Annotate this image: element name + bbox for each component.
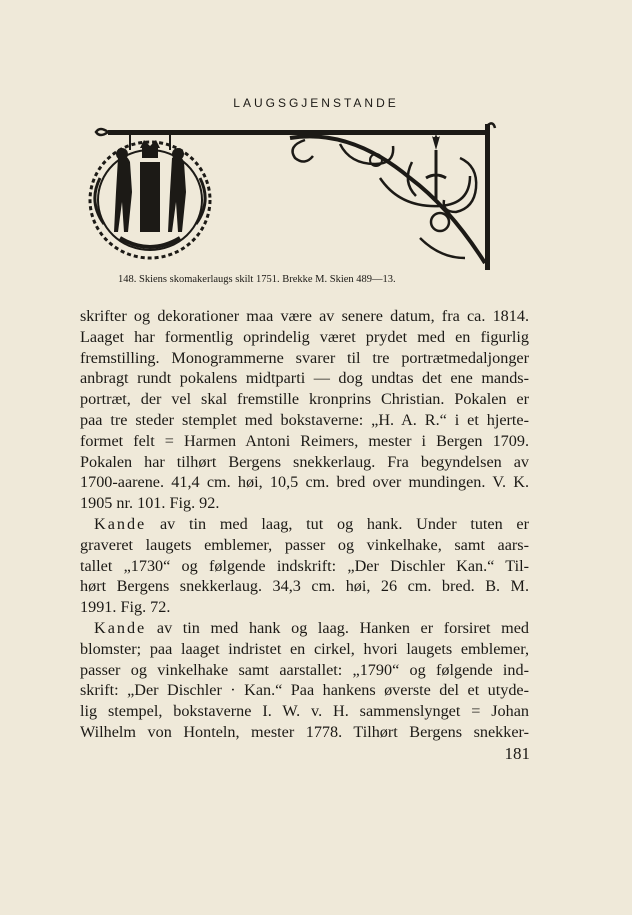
text-line: blomster; paa laaget indristet en cirkel, hvori laugets emblemer,: [80, 639, 529, 658]
paragraph-start-line: [80, 514, 529, 535]
text-segment: av tin med hank og laag. Hanken er forsiret med: [156, 618, 530, 637]
guild-sign-illustration: [80, 118, 500, 273]
text-line: 1905 nr. 101. Fig. 92.: [80, 494, 220, 513]
text-line: Laaget har formentlig oprindelig været prydet med en figurlig: [80, 327, 529, 346]
text-segment: av tin med laag, tut og hank. Under tuten er: [159, 514, 529, 533]
text-line: portræt, der vel skal fremstille kronprins Christian. Pokalen er: [80, 390, 529, 409]
text-line: skrifter og dekorationer maa være av senere datum, fra ca. 1814.: [80, 307, 529, 325]
text-line: hørt Bergens snekkerlaug. 34,3 cm. høi, 26 cm. bred. B. M.: [80, 577, 529, 596]
spaced-keyword: Kande: [94, 618, 147, 637]
text-line: anbragt rundt pokalens midtparti — dog undtas det ene mands-: [80, 369, 529, 388]
text-line: fremstilling. Monogrammerne svarer til tre portrætmedaljonger: [80, 348, 529, 367]
paragraph-start-line: [80, 618, 529, 639]
page-number: 181: [504, 744, 530, 763]
text-line: graveret laugets emblemer, passer og vinkelhake, samt aars-: [80, 535, 529, 554]
text-line: lig stempel, bokstaverne I. W. v. H. sammenslynget = Johan: [80, 702, 529, 721]
text-line: paa tre steder stemplet med bokstaverne: „H. A. R.“ i et hjerte-: [80, 410, 529, 429]
text-line: 1700-aarene. 41,4 cm. høi, 10,5 cm. bred over mundingen. V. K.: [80, 473, 529, 492]
body-text: [80, 306, 529, 743]
running-title: LAUGSGJENSTANDE: [233, 96, 399, 110]
text-line: formet felt = Harmen Antoni Reimers, mester i Bergen 1709.: [80, 431, 529, 450]
spaced-keyword: Kande: [94, 514, 147, 533]
text-line: skrift: „Der Dischler · Kan.“ Paa hankens øverste del et utyde-: [80, 681, 529, 700]
figure-caption: 148. Skiens skomakerlaugs skilt 1751. Brekke M. Skien 489—13.: [118, 274, 396, 285]
text-line: 1991. Fig. 72.: [80, 598, 171, 617]
text-line: tallet „1730“ og følgende indskrift: „Der Dischler Kan.“ Til-: [80, 556, 529, 575]
text-line: Wilhelm von Honteln, mester 1778. Tilhørt Bergens snekker-: [80, 722, 529, 741]
text-line: passer og vinkelhake samt aarstallet: „1790“ og følgende ind-: [80, 660, 529, 679]
text-line: Pokalen har tilhørt Bergens snekkerlaug. Fra begyndelsen av: [80, 452, 529, 471]
